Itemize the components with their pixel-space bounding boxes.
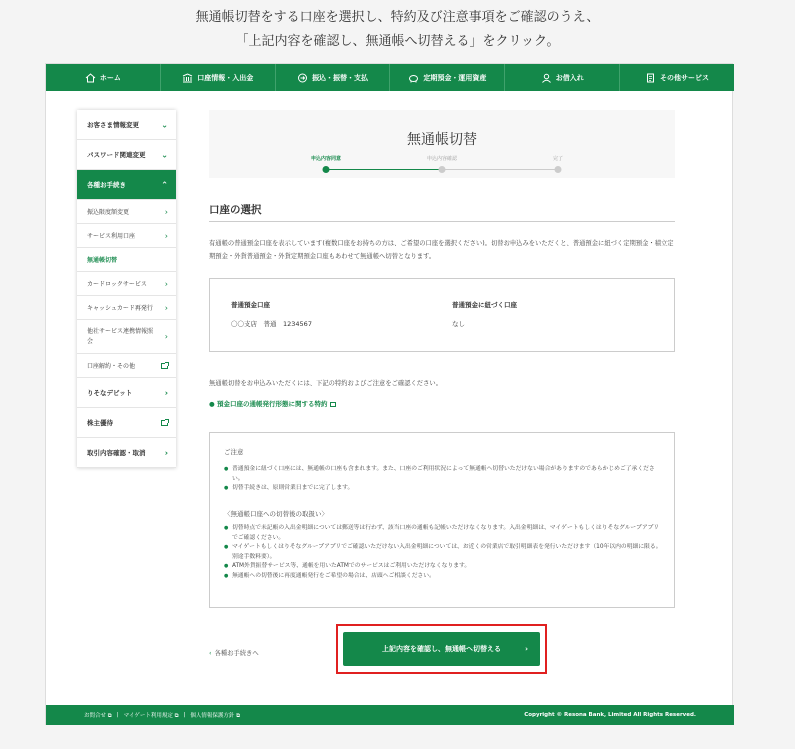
home-icon bbox=[85, 73, 96, 83]
footer-link-terms[interactable]: マイゲート利用規定 ⧉ bbox=[123, 712, 179, 719]
caution-item: ● 切替手続きは、原則営業日までに完了します。 bbox=[224, 484, 664, 494]
nav-home-label: ホーム bbox=[99, 73, 121, 82]
footer-link-label: お問合せ bbox=[84, 712, 107, 719]
instruction-text bbox=[0, 6, 795, 54]
bullet-icon: ● bbox=[209, 400, 217, 408]
step-connector bbox=[442, 169, 558, 170]
chevron-right-icon: › bbox=[164, 207, 168, 216]
nav-deposits-label: 定期預金・運用資産 bbox=[423, 73, 487, 82]
sidebar-item-label: 取引内容確認・取消 bbox=[87, 449, 146, 457]
step-1-dot bbox=[323, 166, 330, 173]
footer-link-label: 個人情報保護方針 bbox=[190, 712, 235, 719]
chevron-down-icon: ⌄ bbox=[161, 150, 168, 159]
chevron-up-icon: ⌃ bbox=[161, 180, 168, 189]
nav-loans-label: お借入れ bbox=[555, 73, 584, 82]
special-terms-label: 預金口座の通帳発行形態に関する特約 bbox=[216, 400, 328, 408]
description-text: 有通帳の普通預金口座を表示しています(複数口座をお持ちの方は、ご希望の口座を選択ください)。切替お申込みをいただくと、普通預金に紐づく定期預金・積立定期預金・外貨普通預金・外貨定期預金口座もあわせて無通帳へ切替となります。 bbox=[209, 240, 674, 260]
caution-list-2 bbox=[224, 524, 664, 581]
sidebar-item-label: お客さま情報変更 bbox=[87, 121, 139, 129]
sidebar-item-label: りそなデビット bbox=[87, 389, 133, 397]
back-link-label: 各種お手続きへ bbox=[214, 650, 259, 657]
nav-account-info-label: 口座情報・入出金 bbox=[197, 73, 254, 82]
nav-transfer[interactable] bbox=[276, 64, 391, 91]
sidebar-sub-label: カードロックサービス bbox=[87, 281, 147, 288]
caution-heading: ご注意 bbox=[224, 448, 244, 456]
sidebar-item-debit[interactable] bbox=[77, 378, 176, 408]
piggy-icon bbox=[408, 73, 419, 83]
sidebar-sub-label: キャッシュカード再発行 bbox=[87, 305, 153, 312]
sidebar-sub-linked-services[interactable] bbox=[77, 320, 176, 354]
sidebar-sub-label: 無通帳切替 bbox=[87, 257, 118, 264]
browser-frame bbox=[45, 63, 733, 725]
chevron-right-icon: › bbox=[164, 331, 168, 341]
nav-transfer-label: 振込・振替・支払 bbox=[312, 73, 369, 82]
external-link-icon bbox=[161, 363, 168, 369]
linked-account-value: なし bbox=[452, 320, 465, 328]
nav-deposits[interactable] bbox=[390, 64, 505, 91]
chevron-right-icon: › bbox=[164, 448, 168, 457]
chevron-right-icon: › bbox=[164, 231, 168, 240]
caution-subheading: 〈無通帳口座への切替後の取扱い〉 bbox=[224, 510, 328, 518]
caution-item: ● ATM外貨振替サービス等、通帳を用いたATMでのサービスはご利用いただけなくなります。 bbox=[224, 562, 664, 572]
caution-item: ● 普通預金に紐づく口座には、無通帳の口座も含まれます。また、口座のご利用状況によって無通帳へ切替いただけない場合がありますのであらかじめご了承ください。 bbox=[224, 465, 664, 484]
sidebar-sub-label: 振込限度額変更 bbox=[87, 209, 130, 216]
loan-icon bbox=[541, 73, 552, 83]
step-2-label: 申込内容確認 bbox=[426, 156, 458, 162]
transfer-icon bbox=[297, 73, 308, 83]
chevron-right-icon: › bbox=[525, 645, 528, 653]
sidebar-item-label: 各種お手続き bbox=[87, 181, 126, 189]
confirm-switch-label: 上記内容を確認し、無通帳へ切替える bbox=[382, 645, 501, 653]
footer-link-contact[interactable]: お問合せ ⧉ bbox=[84, 712, 112, 719]
copyright: Copyright © Resona Bank, Limited All Rights Reserved. bbox=[524, 712, 696, 718]
back-link[interactable] bbox=[209, 648, 259, 657]
chevron-left-icon: ‹ bbox=[209, 650, 212, 657]
external-link-icon bbox=[330, 402, 336, 407]
nav-loans[interactable] bbox=[505, 64, 620, 91]
chevron-right-icon: › bbox=[164, 279, 168, 288]
chevron-right-icon: › bbox=[164, 303, 168, 312]
sidebar-menu bbox=[77, 110, 176, 468]
nav-other-services-label: その他サービス bbox=[660, 73, 710, 82]
instruction-line-1: 無通帳切替をする口座を選択し、特約及び注意事項をご確認のうえ、 bbox=[195, 10, 600, 25]
instruction-line-2: 「上記内容を確認し、無通帳へ切替える」をクリック。 bbox=[235, 34, 560, 49]
sidebar-item-transaction-history[interactable] bbox=[77, 438, 176, 468]
sidebar-item-label: 株主優待 bbox=[87, 419, 113, 427]
account-column-label: 普通預金口座 bbox=[231, 301, 270, 309]
caution-item: ● 切替時点で未記帳の入出金明細については郵送等は行わず、該当口座の通帳も記帳いただけなくなります。入出金明細は、マイゲートもしくはりそなグループアプリでご確認ください。 bbox=[224, 524, 664, 543]
sidebar-sub-label: 口座解約・その他 bbox=[87, 363, 136, 370]
confirm-switch-button[interactable] bbox=[343, 632, 540, 666]
sidebar-sub-label: サービス利用口座 bbox=[87, 233, 136, 240]
footer bbox=[46, 705, 734, 725]
sidebar-sub-service-account[interactable] bbox=[77, 224, 176, 248]
section-title: 口座の選択 bbox=[209, 204, 262, 216]
sidebar-sub-label: 他社サービス連携情報照会 bbox=[87, 327, 154, 345]
caution-item: ● マイゲートもしくはりそなグループアプリでご確認いただけない入出金明細については、お近くの営業店で取引明細表を発行いただけます（10年以内の明細に限る。別途手数料要）。 bbox=[224, 543, 664, 562]
caution-list bbox=[224, 465, 664, 494]
chevron-right-icon: › bbox=[164, 388, 168, 397]
chevron-down-icon: ⌄ bbox=[161, 120, 168, 129]
external-link-icon bbox=[161, 420, 168, 426]
footer-link-privacy[interactable]: 個人情報保護方針 ⧉ bbox=[190, 712, 241, 719]
sidebar-item-password[interactable] bbox=[77, 140, 176, 170]
linked-account-label: 普通預金に紐づく口座 bbox=[452, 301, 517, 309]
special-terms-link[interactable] bbox=[209, 399, 336, 408]
sidebar-sub-card-lock[interactable] bbox=[77, 272, 176, 296]
caution-box bbox=[209, 432, 675, 608]
account-box[interactable] bbox=[209, 278, 675, 352]
footer-link-label: マイゲート利用規定 bbox=[123, 712, 173, 719]
footer-separator: | bbox=[183, 712, 186, 718]
divider bbox=[209, 221, 675, 222]
nav-other-services[interactable] bbox=[620, 64, 734, 91]
account-value: 〇〇支店 普通 1234567 bbox=[231, 320, 312, 328]
top-navigation bbox=[46, 64, 734, 91]
step-connector bbox=[326, 169, 442, 170]
sidebar-item-label: パスワード関連変更 bbox=[87, 151, 146, 159]
nav-home[interactable] bbox=[46, 64, 161, 91]
sidebar-sub-card-reissue[interactable] bbox=[77, 296, 176, 320]
title-card bbox=[209, 110, 675, 178]
step-2-dot bbox=[439, 166, 446, 173]
caution-item: ● 無通帳への切替後に再度通帳発行をご希望の場合は、店頭へご相談ください。 bbox=[224, 572, 664, 582]
sidebar-sub-passbook-switch[interactable] bbox=[77, 248, 176, 272]
bank-icon bbox=[182, 73, 193, 83]
step-3-dot bbox=[555, 166, 562, 173]
sidebar-sub-transfer-limit[interactable] bbox=[77, 200, 176, 224]
terms-note: 無通帳切替をお申込みいただくには、下記の特約およびご注意をご確認ください。 bbox=[209, 380, 442, 387]
document-icon bbox=[645, 73, 656, 83]
page-title: 無通帳切替 bbox=[407, 132, 477, 148]
sidebar-item-procedures[interactable] bbox=[77, 170, 176, 200]
sidebar-item-shareholder[interactable] bbox=[77, 408, 176, 438]
sidebar-sub-account-closure[interactable] bbox=[77, 354, 176, 378]
footer-separator: | bbox=[116, 712, 119, 718]
sidebar-item-customer-info[interactable] bbox=[77, 110, 176, 140]
footer-links bbox=[84, 711, 240, 720]
step-3-label: 完了 bbox=[552, 156, 564, 162]
step-1-label: 申込内容同意 bbox=[310, 156, 342, 162]
nav-account-info[interactable] bbox=[161, 64, 276, 91]
